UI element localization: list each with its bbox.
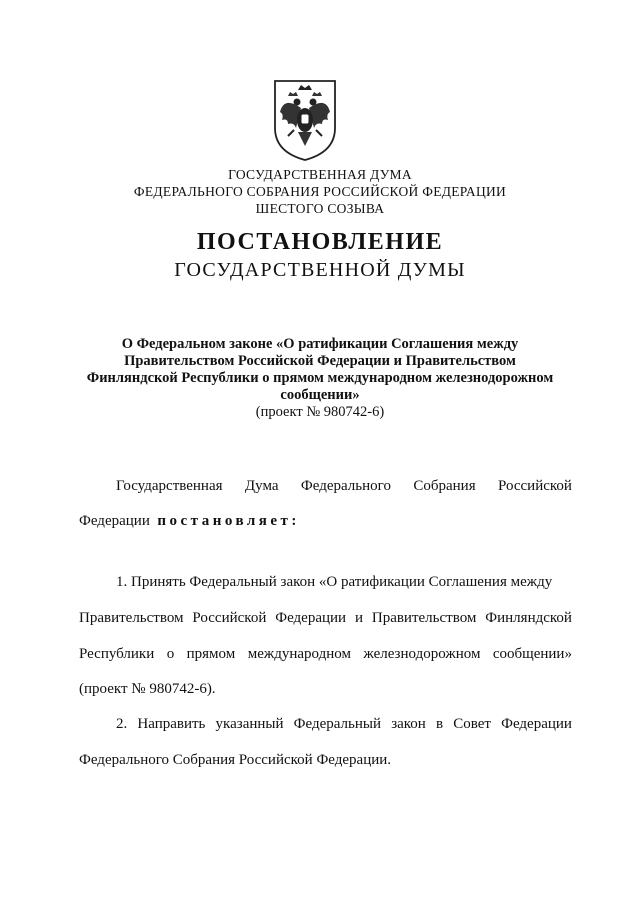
issuer-header bbox=[0, 166, 640, 217]
word: в bbox=[435, 716, 444, 732]
word: Федеральный bbox=[293, 716, 382, 732]
word: прямом bbox=[186, 646, 236, 662]
project-number: (проект № 980742-6) bbox=[255, 404, 385, 420]
word: Направить bbox=[137, 716, 206, 732]
preamble-word: Дума bbox=[244, 478, 279, 494]
item-1-line-1: 1. Принять Федеральный закон «О ратификации Соглашения между bbox=[116, 574, 553, 590]
preamble-word: Федерации bbox=[79, 513, 150, 529]
word: железнодорожном bbox=[363, 646, 481, 662]
word: закон bbox=[391, 716, 426, 732]
word: Федерации bbox=[501, 716, 572, 732]
word: Финляндской bbox=[485, 610, 572, 626]
word: Правительством bbox=[79, 610, 184, 626]
item-2-line-1 bbox=[116, 716, 572, 733]
preamble-line-1 bbox=[116, 478, 572, 495]
russian-coat-of-arms-icon bbox=[270, 78, 340, 162]
item-1-line-4: (проект № 980742-6). bbox=[79, 681, 216, 697]
item-2-line-2: Федерального Собрания Российской Федерации. bbox=[79, 752, 392, 768]
subject-line-1: О Федеральном законе «О ратификации Соглашения между bbox=[121, 336, 519, 352]
word: Федерации bbox=[275, 610, 347, 626]
document-subtitle: ГОСУДАРСТВЕННОЙ ДУМЫ bbox=[174, 259, 466, 281]
header-line-3: ШЕСТОГО СОЗЫВА bbox=[255, 201, 385, 216]
subject-line-4: сообщении» bbox=[280, 387, 360, 403]
item-1-line-3 bbox=[79, 646, 572, 663]
subject-block bbox=[60, 336, 580, 421]
word: о bbox=[166, 646, 175, 662]
header-line-2: ФЕДЕРАЛЬНОГО СОБРАНИЯ РОССИЙСКОЙ ФЕДЕРАЦИИ bbox=[133, 184, 507, 199]
word: сообщении» bbox=[492, 646, 572, 662]
subject-line-3: Финляндской Республики о прямом международном железнодорожном bbox=[86, 370, 554, 386]
preamble-word: Российской bbox=[498, 478, 572, 494]
item-1-line-2 bbox=[79, 610, 572, 627]
preamble-word: Государственная bbox=[116, 478, 223, 494]
word: Республики bbox=[79, 646, 155, 662]
word: Российской bbox=[192, 610, 267, 626]
word: 2. bbox=[116, 716, 128, 732]
document-title: ПОСТАНОВЛЕНИЕ bbox=[196, 229, 444, 255]
preamble-line-2 bbox=[79, 513, 572, 530]
word: Совет bbox=[453, 716, 491, 732]
preamble-word: Федерального bbox=[300, 478, 391, 494]
preamble-word: Собрания bbox=[413, 478, 476, 494]
header-line-1: ГОСУДАРСТВЕННАЯ ДУМА bbox=[228, 167, 412, 182]
word: международном bbox=[247, 646, 351, 662]
decision-word: постановляет: bbox=[157, 513, 300, 529]
word: Правительством bbox=[371, 610, 477, 626]
word: указанный bbox=[215, 716, 284, 732]
subject-line-2: Правительством Российской Федерации и Правительством bbox=[124, 353, 516, 369]
word: и bbox=[354, 610, 363, 626]
